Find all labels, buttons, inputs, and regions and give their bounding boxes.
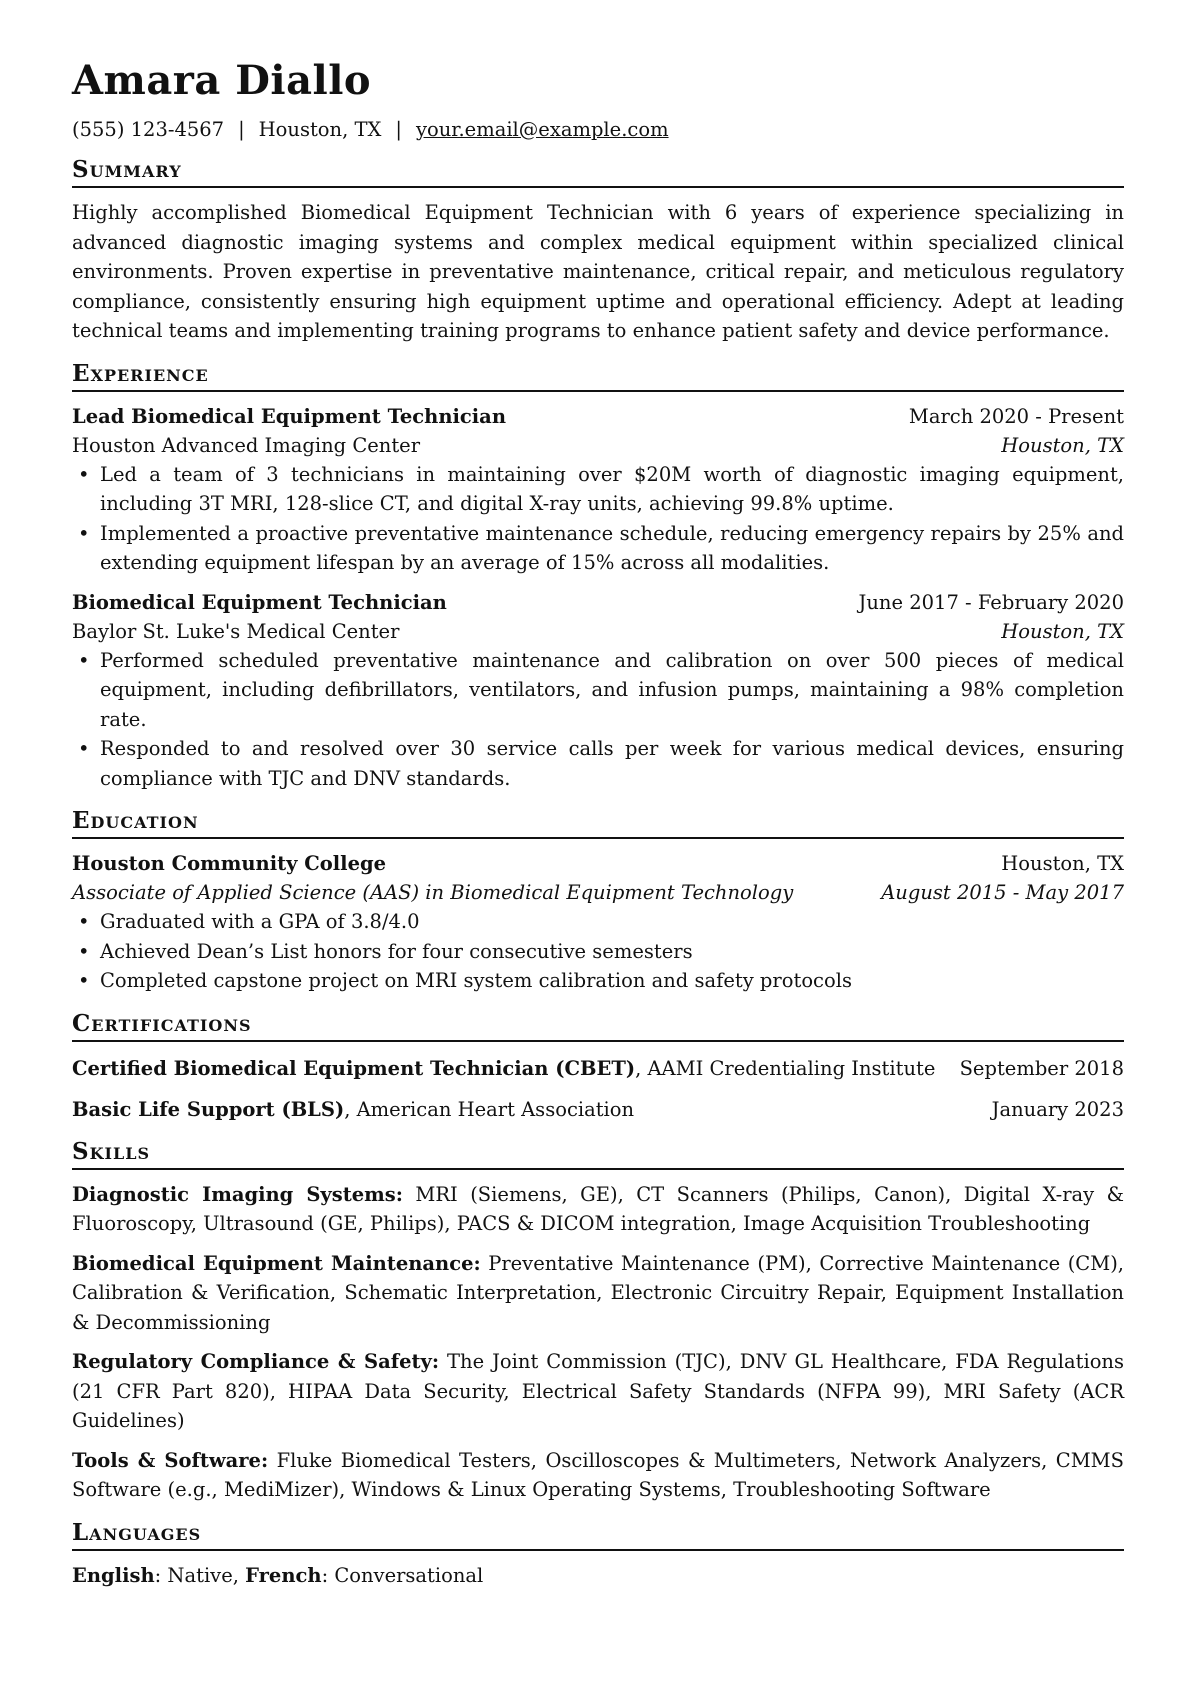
job-entry — [72, 402, 1124, 578]
job-title: Lead Biomedical Equipment Technician — [72, 404, 506, 428]
bullet-item: • Achieved Dean’s List honors for four consecutive semesters — [100, 937, 1124, 967]
certification-issuer: , American Heart Association — [344, 1097, 635, 1121]
certification-name: Basic Life Support (BLS) — [72, 1097, 345, 1121]
certification-item — [72, 1095, 1124, 1124]
skill-group-label: Tools & Software: — [72, 1448, 269, 1472]
summary-text: Highly accomplished Biomedical Equipment Technician with 6 years of experience specializing in advanced diagnostic imaging systems and complex medical equipment within specialized clinical environments. Proven expertise in preventative maintenance, critical repair, and meticulous regulatory compliance, consistently ensuring high equipment uptime and operational efficiency. Adept at leading technical teams and implementing training programs to enhance patient safety and device performance. — [72, 201, 1124, 342]
certification-issuer: , AAMI Credentialing Institute — [635, 1056, 936, 1080]
job-entry — [72, 588, 1124, 794]
bullet-item: • Led a team of 3 technicians in maintaining over $20M worth of diagnostic imaging equipment, including 3T MRI, 128-slice CT, and digital X-ray units, achieving 99.8% uptime. — [100, 460, 1124, 519]
skill-group — [72, 1180, 1124, 1239]
degree: Associate of Applied Science (AAS) in Biomedical Equipment Technology — [72, 881, 794, 904]
job-bullets — [72, 646, 1124, 794]
job-organization: Baylor St. Luke's Medical Center — [72, 619, 400, 643]
contact-line — [72, 118, 1124, 142]
language-level: : Native, — [154, 1563, 246, 1587]
section-heading-languages: Languages — [72, 1519, 1124, 1551]
certification-name: Certified Biomedical Equipment Technician (CBET) — [72, 1056, 636, 1080]
section-heading-experience: Experience — [72, 360, 1124, 392]
job-bullets — [72, 460, 1124, 578]
bullet-item: • Responded to and resolved over 30 service calls per week for various medical devices, ensuring compliance with TJC and DNV standards. — [100, 734, 1124, 793]
skill-group — [72, 1347, 1124, 1436]
skill-group-label: Regulatory Compliance & Safety: — [72, 1350, 440, 1373]
language-name: English — [72, 1563, 155, 1587]
section-heading-certifications: Certifications — [72, 1010, 1124, 1042]
summary-section — [72, 156, 1124, 346]
job-dates: June 2017 - February 2020 — [858, 590, 1124, 614]
job-location: Houston, TX — [1001, 619, 1124, 643]
skill-group-text: The Joint Commission (TJC), DNV GL Healthcare, FDA Regulations (21 CFR Part 820), HIPAA Data Security, Electrical Safety Standards (NFPA 99), MRI Safety (ACR Guidelines) — [72, 1350, 1124, 1432]
language-name: French — [245, 1563, 322, 1587]
skill-group-label: Biomedical Equipment Maintenance: — [72, 1251, 481, 1275]
languages-line — [72, 1561, 1124, 1590]
certification-item — [72, 1054, 1124, 1083]
language-level: : Conversational — [321, 1563, 484, 1587]
skill-group-label: Diagnostic Imaging Systems: — [72, 1182, 403, 1206]
education-bullets — [72, 907, 1124, 996]
job-dates: March 2020 - Present — [908, 404, 1124, 428]
email-link[interactable]: your.email@example.com — [415, 118, 669, 141]
candidate-name: Amara Diallo — [72, 57, 372, 104]
bullet-item: • Graduated with a GPA of 3.8/4.0 — [100, 907, 1124, 937]
certifications-section — [72, 1010, 1124, 1124]
job-organization: Houston Advanced Imaging Center — [72, 433, 421, 457]
school-location: Houston, TX — [1001, 852, 1124, 875]
skill-group-text: Preventative Maintenance (PM), Corrective Maintenance (CM), Calibration & Verification, Schematic Interpretation, Electronic Circuitry Repair, Equipment Installation & Decommissioning — [72, 1251, 1124, 1334]
skill-group-text: MRI (Siemens, GE), CT Scanners (Philips, Canon), Digital X-ray & Fluoroscopy, Ultrasound (GE, Philips), PACS & DICOM integration, Image Acquisition Troubleshooting — [72, 1182, 1124, 1235]
section-heading-skills: Skills — [72, 1138, 1124, 1170]
experience-section — [72, 360, 1124, 794]
bullet-item: • Performed scheduled preventative maintenance and calibration on over 500 pieces of medical equipment, including defibrillators, ventilators, and infusion pumps, maintaining a 98% completion rate. — [100, 646, 1124, 735]
job-title: Biomedical Equipment Technician — [72, 590, 447, 614]
certification-date: January 2023 — [991, 1097, 1124, 1121]
section-heading-education: Education — [72, 807, 1124, 839]
languages-section — [72, 1519, 1124, 1590]
contact-separator: | — [395, 118, 402, 141]
phone: (555) 123-4567 — [72, 118, 225, 141]
certification-date: September 2018 — [959, 1056, 1124, 1080]
education-section — [72, 807, 1124, 996]
section-heading-summary: Summary — [72, 156, 1124, 188]
education-dates: August 2015 - May 2017 — [881, 881, 1124, 904]
bullet-item: • Completed capstone project on MRI system calibration and safety protocols — [100, 966, 1124, 996]
skill-group-text: Fluke Biomedical Testers, Oscilloscopes & Multimeters, Network Analyzers, CMMS Software (e.g., MediMizer), Windows & Linux Operating Systems, Troubleshooting Software — [72, 1448, 1124, 1501]
resume-page — [72, 58, 1124, 1590]
job-location: Houston, TX — [1001, 433, 1124, 457]
skill-group — [72, 1446, 1124, 1505]
education-entry — [72, 849, 1124, 996]
location: Houston, TX — [258, 118, 382, 141]
bullet-item: • Implemented a proactive preventative maintenance schedule, reducing emergency repairs by 25% and extending equipment lifespan by an average of 15% across all modalities. — [100, 519, 1124, 578]
school-name: Houston Community College — [72, 852, 387, 875]
skill-group — [72, 1249, 1124, 1338]
contact-separator: | — [238, 118, 245, 141]
skills-section — [72, 1138, 1124, 1505]
